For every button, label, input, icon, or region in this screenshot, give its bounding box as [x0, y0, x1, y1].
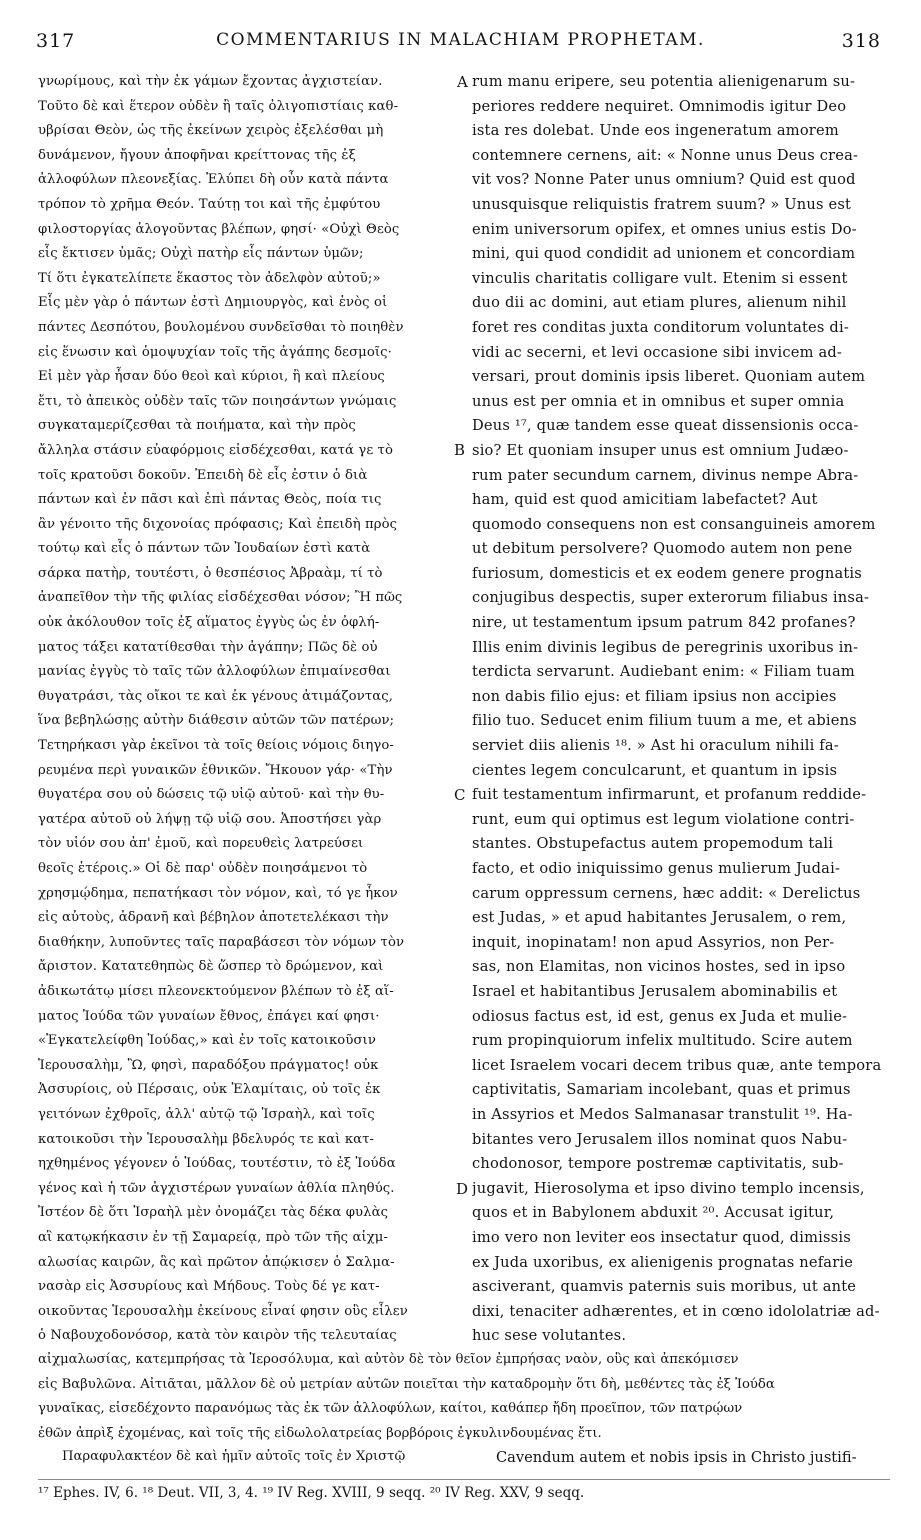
latin-line: periores reddere nequiret. Omnimodis igitur Deo — [472, 97, 847, 115]
margin-marker-b: B — [454, 441, 466, 459]
latin-line: facto, et odio iniquissimo genus mulierum Judai- — [472, 860, 841, 877]
greek-line: δυνάμενον, ἤγουν ἀποφῆναι κρείττονας τῆς ἐξ — [38, 147, 356, 163]
latin-line: non dabis filio ejus: et filiam ipsius non accipies — [472, 687, 837, 705]
latin-line: mini, qui quod condidit ad unionem et concordiam — [472, 245, 856, 263]
latin-line: ut debitum persolvere? Quomodo autem non pene — [472, 540, 853, 558]
greek-line: χρησμῴδημα, πεπατήκασι τὸν νόμον, καὶ, τό γε ἧκον — [38, 885, 398, 901]
page-header — [0, 30, 921, 58]
latin-line: vidi ac secerni, et levi occasione sibi invicem ad- — [472, 343, 843, 361]
greek-line: πάντες Δεσπότου, βουλομένου συνδεῖσθαι τὸ ποιηθὲν — [38, 319, 404, 335]
latin-line: filio tuo. Seducet enim filium tuum a me, et abiens — [472, 712, 857, 730]
greek-line: αλωσίας καιρῶν, ἃς καὶ πρῶτον ἀπῴκισεν ὁ Σαλμα- — [38, 1254, 395, 1270]
greek-line: σάρκα πατὴρ, τουτέστι, ὁ θεσπέσιος Ἀβραὰμ, τί τὸ — [38, 565, 383, 581]
latin-line: asciverant, quamvis paternis suis moribus, ut ante — [472, 1278, 857, 1296]
greek-line: ἀναπεῖθον τὴν τῆς φιλίας εἰσδέχεσθαι νόσον; Ἢ πῶς — [38, 590, 403, 606]
greek-line: τὸν υἱόν σου ἀπ' ἐμοῦ, καὶ πορευθεὶς λατρεύσει — [38, 836, 364, 852]
greek-line: γνωρίμους, καὶ τὴν ἐκ γάμων ἔχοντας ἀγχιστείαν. — [38, 74, 383, 89]
footnotes: ¹⁷ Ephes. IV, 6. ¹⁸ Deut. VII, 3, 4. ¹⁹ IV Reg. XVIII, 9 seqq. ²⁰ IV Reg. XXV, 9 seqq. — [38, 1484, 585, 1501]
latin-line: unus est per omnia et in omnibus et super omnia — [472, 392, 845, 410]
greek-line: αἳ κατῳκήκασιν ἐν τῇ Σαμαρείᾳ, πρὸ τῶν τῆς αἰχμ- — [38, 1229, 389, 1245]
latin-line: est Judas, » et apud habitantes Jerusalem, o rem, — [472, 909, 847, 927]
greek-line: τοῖς κρατοῦσι δοκοῦν. Ἐπειδὴ δὲ εἷς ἐστιν ὁ διὰ — [38, 467, 368, 483]
latin-line: dixi, tenaciter adhærentes, et in cœno idololatriæ ad- — [472, 1302, 880, 1320]
greek-line: συγκαταμερίζεσθαι τὰ ποιήματα, καὶ τὴν πρὸς — [38, 418, 356, 434]
greek-line: τούτῳ καὶ εἷς ὁ πάντων τῶν Ἰουδαίων ἐστὶ κατὰ — [38, 541, 371, 557]
greek-line: γειτόνων ἐχθροῖς, ἀλλ' αὐτῷ τῷ Ἰσραὴλ, καὶ τοῖς — [38, 1106, 375, 1122]
greek-line: ματος Ἰούδα τῶν γυναίων ἔθνος, ἐπάγει καί φησι· — [38, 1008, 380, 1024]
full-width-line: εἰς Βαβυλῶνα. Αἰτιᾶται, μᾶλλον δὲ οὐ μετρίαν αὐτῶν ποιεῖται τὴν καταδρομὴν ὅτι δὴ, μεθέντες τὰς ἐξ Ἰούδα — [38, 1376, 775, 1392]
full-width-line: ἐθῶν ἀπρὶξ ἐχομένας, καὶ τοῖς τῆς εἰδωλολατρείας βορβόροις ἐγκυλινδουμένας ἔτι. — [38, 1425, 602, 1441]
latin-line: terdicta servarunt. Audiebant enim: « Filiam tuam — [472, 663, 855, 681]
latin-line: nire, ut testamentum ipsum patrum 842 profanes? — [472, 614, 856, 632]
greek-column — [38, 70, 454, 1349]
greek-line: ἀλλοφύλων πλεονεξίας. Ἐλύπει δὴ οὖν κατὰ πάντα — [38, 172, 389, 188]
latin-line: ex Juda uxoribus, ex alienigenis prognatas nefarie — [472, 1253, 854, 1271]
latin-line: duo dii ac domini, aut etiam plures, alienum nihil — [472, 294, 847, 312]
latin-line: versari, prout dominis ipsis liberet. Quoniam autem — [472, 368, 866, 386]
greek-line: ἄλληλα στάσιν εὐαφόρμοις εἰσδέχεσθαι, κατά γε τὸ — [38, 442, 393, 458]
page-number-right: 318 — [841, 30, 881, 52]
latin-column — [472, 70, 890, 1349]
latin-line: sio? Et quoniam insuper unus est omnium Judæo- — [472, 441, 849, 459]
latin-line: quos et in Babylonem abduxit ²⁰. Accusat igitur, — [472, 1204, 835, 1222]
page-number-left: 317 — [36, 30, 76, 52]
greek-line: Ἱερουσαλὴμ, Ὢ, φησὶ, παραδόξου πράγματος! οὐκ — [38, 1057, 379, 1073]
latin-line: vinculis charitatis colligare vult. Etenim si essent — [472, 269, 848, 287]
greek-line: διαθήκην, λυποῦντες ταῖς παραβάσεσι τὸν νόμων τὸν — [38, 934, 405, 950]
greek-line: οὐκ ἀκόλουθον τοῖς ἐξ αἵματος ἐγγὺς ὡς ἐν ὀφλή- — [38, 615, 380, 631]
greek-line: ρευμένα περὶ γυναικῶν ἐθνικῶν. Ἤκουον γάρ· «Τὴν — [38, 762, 393, 778]
greek-line: ηχθημένος γέγονεν ὁ Ἰούδας, τουτέστιν, τὸ ἐξ Ἰούδα — [38, 1156, 396, 1172]
latin-line: furiosum, domesticis et ex eodem genere prognatis — [472, 564, 862, 582]
latin-line: captivitatis, Samariam incolebant, quas et primus — [472, 1081, 851, 1099]
latin-line: stantes. Obstupefactus autem propemodum tali — [472, 835, 834, 853]
latin-line: inquit, inopinatam! non apud Assyrios, non Per- — [472, 933, 835, 951]
latin-line: serviet diis alienis ¹⁸. » Ast hi oraculum nihili fa- — [472, 737, 839, 755]
greek-line: «Ἐγκατελείφθη Ἰούδας,» καὶ ἐν τοῖς κατοικοῦσιν — [38, 1033, 376, 1049]
latin-line: foret res conditas juxta conditorum voluntates di- — [472, 318, 849, 336]
greek-line: Εἰ μὲν γὰρ ἦσαν δύο θεοὶ καὶ κύριοι, ἢ καὶ πλείους — [38, 369, 385, 385]
latin-line: enim universorum opifex, et omnes unius estis Do- — [472, 220, 857, 238]
greek-line: ὁ Ναβουχοδονόσορ, κατὰ τὸν καιρὸν τῆς τελευταίας — [38, 1328, 397, 1344]
latin-line: chodonosor, tempore postremæ captivitatis, sub- — [472, 1155, 844, 1173]
margin-marker-c: C — [454, 786, 466, 804]
latin-line: odiosus factus est, id est, genus ex Juda et mulie- — [472, 1007, 848, 1025]
latin-line: rum manu eripere, seu potentia alienigenarum su- — [472, 73, 856, 90]
greek-line: ἂν γένοιτο τῆς διχονοίας πρόφασις; Καὶ ἐπειδὴ πρὸς — [38, 516, 398, 532]
footnote-rule — [38, 1479, 890, 1480]
latin-line: bitantes vero Jerusalem illos nominat quos Nabu- — [472, 1130, 848, 1148]
greek-line: Εἷς μὲν γὰρ ὁ πάντων ἐστὶ Δημιουργὸς, καὶ ἑνὸς οἱ — [38, 295, 388, 311]
latin-line: ista res dolebat. Unde eos ingeneratum amorem — [472, 122, 839, 140]
greek-line: γατέρα αὐτοῦ οὐ λήψῃ τῷ υἱῷ σου. Ἀποστήσει γὰρ — [38, 811, 382, 827]
full-width-line: γυναῖκας, εἰσεδέχοντο παρανόμως τὰς ἐκ τῶν ἀλλοφύλων, καίτοι, καθάπερ ἤδη προεῖπον, τῶν πατρῴων — [38, 1401, 743, 1417]
latin-line: imo vero non leviter eos insectatur quod, dimissis — [472, 1228, 851, 1246]
latin-line: rum pater secundum carnem, divinus nempe Abra- — [472, 466, 859, 484]
latin-line: fuit testamentum infirmarunt, et profanum reddide- — [472, 786, 867, 804]
final-line-latin: Cavendum autem et nobis ipsis in Christo justifi- — [496, 1448, 857, 1466]
latin-line: in Assyrios et Medos Salmanasar transtulit ¹⁹. Ha- — [472, 1105, 853, 1123]
greek-line: τρόπον τὸ χρῆμα Θεόν. Ταύτῃ τοι καὶ τῆς ἐμφύτου — [38, 196, 381, 212]
greek-line: οικοῦντας Ἱερουσαλὴμ ἐκείνους εἶναί φησιν οὓς εἷλεν — [38, 1303, 408, 1319]
latin-line: vit vos? Nonne Pater unus omnium? Quid est quod — [472, 171, 856, 189]
full-width-greek-text — [38, 1348, 890, 1446]
latin-line: ham, quid est quod amicitiam labefactet? Aut — [472, 491, 818, 509]
latin-line: sas, non Elamitas, non vicinos hostes, sed in ipso — [472, 958, 846, 976]
latin-line: conjugibus despectis, super exterorum filiabus insa- — [472, 589, 870, 607]
latin-line: Illis enim divinis legibus de peregrinis uxoribus in- — [472, 638, 859, 656]
latin-line: huc sese volutantes. — [472, 1327, 627, 1345]
greek-line: κατοικοῦσι τὴν Ἱερουσαλὴμ βδελυρός τε καὶ κατ- — [38, 1131, 375, 1147]
greek-line: νασὰρ εἰς Ἀσσυρίους καὶ Μήδους. Τοὺς δέ γε κατ- — [38, 1279, 380, 1295]
latin-line: jugavit, Hierosolyma et ipso divino templo incensis, — [472, 1179, 865, 1197]
greek-line: εἷς ἔκτισεν ὑμᾶς; Οὐχὶ πατὴρ εἷς πάντων ὑμῶν; — [38, 246, 364, 262]
greek-line: ἀδικωτάτῳ μίσει πλεονεκτούμενον βλέπων τὸ ἐξ αἵ- — [38, 983, 394, 999]
greek-line: Ἀσσυρίοις, οὐ Πέρσαις, οὐκ Ἐλαμίταις, οὐ τοῖς ἐκ — [38, 1082, 381, 1098]
greek-line: Τοῦτο δὲ καὶ ἕτερον οὐδὲν ἢ ταῖς ὀλιγοπιστίαις καθ- — [38, 98, 399, 114]
greek-line: Τετηρήκασι γὰρ ἐκεῖνοι τὰ τοῖς θείοις νόμοις διηγο- — [38, 738, 394, 754]
latin-line: Deus ¹⁷, quæ tandem esse queat dissensionis occa- — [472, 417, 859, 435]
greek-line: πάντων καὶ ἐν πᾶσι καὶ ἐπὶ πάντας Θεὸς, ποία τις — [38, 492, 382, 508]
latin-line: contemnere cernens, ait: « Nonne unus Deus crea- — [472, 146, 859, 164]
greek-line: θεοῖς ἑτέροις.» Οἱ δὲ παρ' οὐδὲν ποιησάμενοι τὸ — [38, 861, 368, 876]
latin-line: unusquisque reliquistis fratrem suum? » Unus est — [472, 195, 852, 213]
greek-line: ματος τάξει κατατίθεσθαι τὴν ἀγάπην; Πῶς δὲ οὐ — [38, 639, 378, 655]
latin-line: licet Israelem vocari decem tribus quæ, ante tempora — [472, 1056, 882, 1074]
greek-line: υβρίσαι Θεὸν, ὡς τῆς ἐκείνων χειρὸς ἐξελέσθαι μὴ — [38, 123, 384, 139]
running-title: COMMENTARIUS IN MALACHIAM PROPHETAM. — [216, 30, 705, 50]
greek-line: θυγατέρα σου οὐ δώσεις τῷ υἱῷ αὐτοῦ· καὶ τὴν θυ- — [38, 787, 385, 803]
margin-marker-a: A — [457, 73, 468, 91]
latin-line: runt, eum qui optimus est legum violatione contri- — [472, 810, 855, 828]
greek-line: Τί ὅτι ἐγκατελίπετε ἕκαστος τὸν ἀδελφὸν αὐτοῦ;» — [38, 270, 381, 286]
greek-line: ἔτι, τὸ ἀπεικὸς οὐδὲν ταῖς τῶν ποιησάντων γνώμαις — [38, 393, 397, 409]
latin-line: carum oppressum cernens, hæc addit: « Derelictus — [472, 884, 861, 902]
greek-line: φιλοστοργίας ἀλογοῦντας βλέπων, φησί· «Οὐχὶ Θεὸς — [38, 221, 400, 237]
greek-line: εἰς ἕνωσιν καὶ ὁμοψυχίαν τοῖς τῆς ἀγάπης δεσμοῖς· — [38, 344, 392, 360]
latin-line: cientes legem conculcarunt, et quantum in ipsis — [472, 761, 838, 779]
latin-line: rum propinquiorum infelix multitudo. Scire autem — [472, 1032, 853, 1050]
latin-line: Israel et habitantibus Jerusalem abominabilis et — [472, 982, 838, 1000]
greek-line: εἰς αὐτοὺς, ἀδρανῆ καὶ βέβηλον ἀποτετελέκασι τὴν — [38, 910, 389, 926]
greek-line: μανίας ἐγγὺς τὸ ταῖς τῶν ἀλλοφύλων ἐπιμαίνεσθαι — [38, 664, 391, 680]
greek-line: θυγατράσι, τὰς οἴκοι τε καὶ ἐκ γένους ἀτιμάζοντας, — [38, 688, 394, 704]
latin-line: quomodo consequens non est consanguineis amorem — [472, 515, 876, 533]
greek-line: Ἰστέον δὲ ὅτι Ἰσραὴλ μὲν ὀνομάζει τὰς δέκα φυλὰς — [38, 1205, 389, 1221]
final-line-greek: Παραφυλακτέον δὲ καὶ ἡμῖν αὐτοῖς τοῖς ἐν Χριστῷ — [62, 1448, 406, 1464]
full-width-line: αἰχμαλωσίας, κατεμπρήσας τὰ Ἱεροσόλυμα, καὶ αὐτὸν δὲ τὸν θεῖον ἐμπρήσας ναὸν, οὓς καὶ ἀπεκόμισεν — [38, 1352, 739, 1368]
greek-line: ἵνα βεβηλώσῃς αὐτὴν διάθεσιν αὐτῶν τῶν πατέρων; — [38, 713, 395, 729]
greek-line: γένος καὶ ἡ τῶν ἀγχιστέρων γυναίων ἀθλία πληθύς. — [38, 1180, 395, 1196]
greek-line: ἄριστον. Κατατεθηπὼς δὲ ὥσπερ τὸ δρώμενον, καὶ — [38, 959, 384, 975]
margin-marker-d: D — [456, 1180, 469, 1198]
